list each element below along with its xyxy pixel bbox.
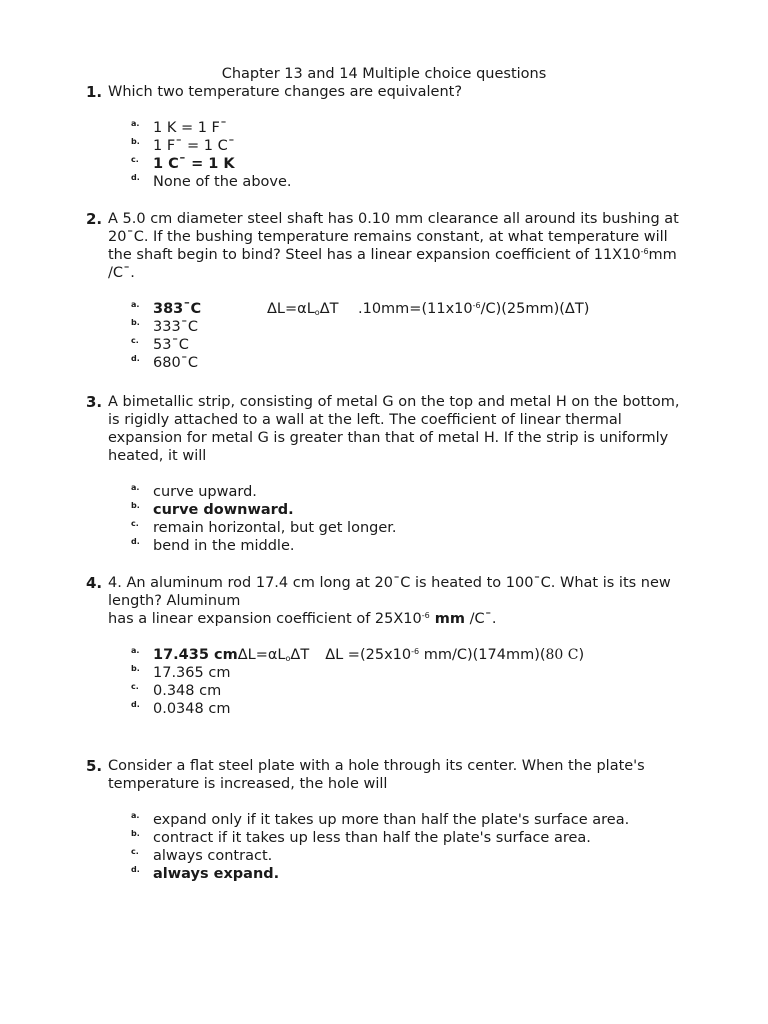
options-list [131, 483, 716, 555]
option-d: d. always expand. [131, 865, 280, 882]
option-c: c. 0.348 cm [131, 682, 222, 699]
option-a: a. 383ˉC $\Delta L=\alpha L_o\Delta T$ $.10mm=(11x10^{-6}/C)(25mm)(\Delta T)$ [131, 300, 590, 317]
worked-calculation: $\Delta L =(25x10^{-6}$ mm/C)(174mm)(80 C) [325, 647, 585, 663]
question-text: A bimetallic strip, consisting of metal G on the top and metal H on the bottom, is rigidly attached to a wall at the left. The coefficient of linear thermal expansion for metal G is greater than that of metal H. If the strip is uniformly heated, it will [108, 394, 680, 464]
question-3 [86, 393, 716, 555]
option-b: b. 333ˉC [131, 318, 199, 335]
option-a: a. expand only if it takes up more than half the plate's surface area. [131, 811, 630, 828]
question-text: Which two temperature changes are equivalent? [108, 84, 463, 100]
question-number: 3. [86, 393, 103, 411]
question-1 [86, 83, 716, 191]
question-text: A 5.0 cm diameter steel shaft has 0.10 mm clearance all around its bushing at 20ˉC. If the bushing temperature remains constant, at what temperature will the shaft begin to bind? Steel has a linear expansion coefficient of $11X10^{-6}mm$ /Cˉ. [108, 211, 679, 281]
options-list [131, 646, 716, 718]
option-d: d. bend in the middle. [131, 537, 295, 554]
question-text: Consider a flat steel plate with a hole through its center. When the plate's temperature is increased, the hole will [108, 758, 645, 792]
question-number: 4. [86, 574, 103, 592]
option-c: c. remain horizontal, but get longer. [131, 519, 397, 536]
question-text: 4. An aluminum rod 17.4 cm long at 20ˉC is heated to 100ˉC. What is its new length? Aluminum [108, 575, 671, 609]
question-2 [86, 210, 716, 372]
question-4 [86, 574, 716, 718]
options-list [131, 300, 716, 372]
option-b: b. curve downward. [131, 501, 294, 518]
option-d: d. None of the above. [131, 173, 292, 190]
worked-solution: $\Delta L=\alpha L_o\Delta T$ [237, 647, 310, 663]
question-number: 5. [86, 757, 103, 775]
option-d: d. 0.0348 cm [131, 700, 231, 717]
options-list [131, 811, 716, 883]
worked-solution: $\Delta L=\alpha L_o\Delta T$ [267, 301, 339, 317]
option-d: d. 680ˉC [131, 354, 199, 371]
option-c: c. always contract. [131, 847, 273, 864]
option-c: c. 53ˉC [131, 336, 189, 353]
option-b: b. contract if it takes up less than half the plate's surface area. [131, 829, 591, 846]
option-a: a. 1 K = 1 Fˉ [131, 119, 228, 136]
question-number: 2. [86, 210, 103, 228]
page-title: Chapter 13 and 14 Multiple choice questions [221, 66, 547, 82]
option-b: b. 1 Fˉ = 1 Cˉ [131, 137, 236, 154]
option-c: c. 1 Cˉ = 1 K [131, 155, 235, 172]
option-a: a. curve upward. [131, 483, 257, 500]
worked-calculation: $.10mm=(11x10^{-6}/C)(25mm)(\Delta T)$ [358, 301, 590, 317]
question-5 [86, 757, 716, 883]
question-text-continued: has a linear expansion coefficient of $25X10^{-6}$ mm /Cˉ. [108, 611, 497, 627]
option-a: a. 17.435 $cm\Delta L=\alpha L_o\Delta T$ $\Delta L =(25x10^{-6}$ mm/C)(174mm)(80 C) [131, 646, 585, 663]
options-list [131, 119, 716, 191]
option-b: b. 17.365 cm [131, 664, 231, 681]
question-number: 1. [86, 83, 103, 101]
